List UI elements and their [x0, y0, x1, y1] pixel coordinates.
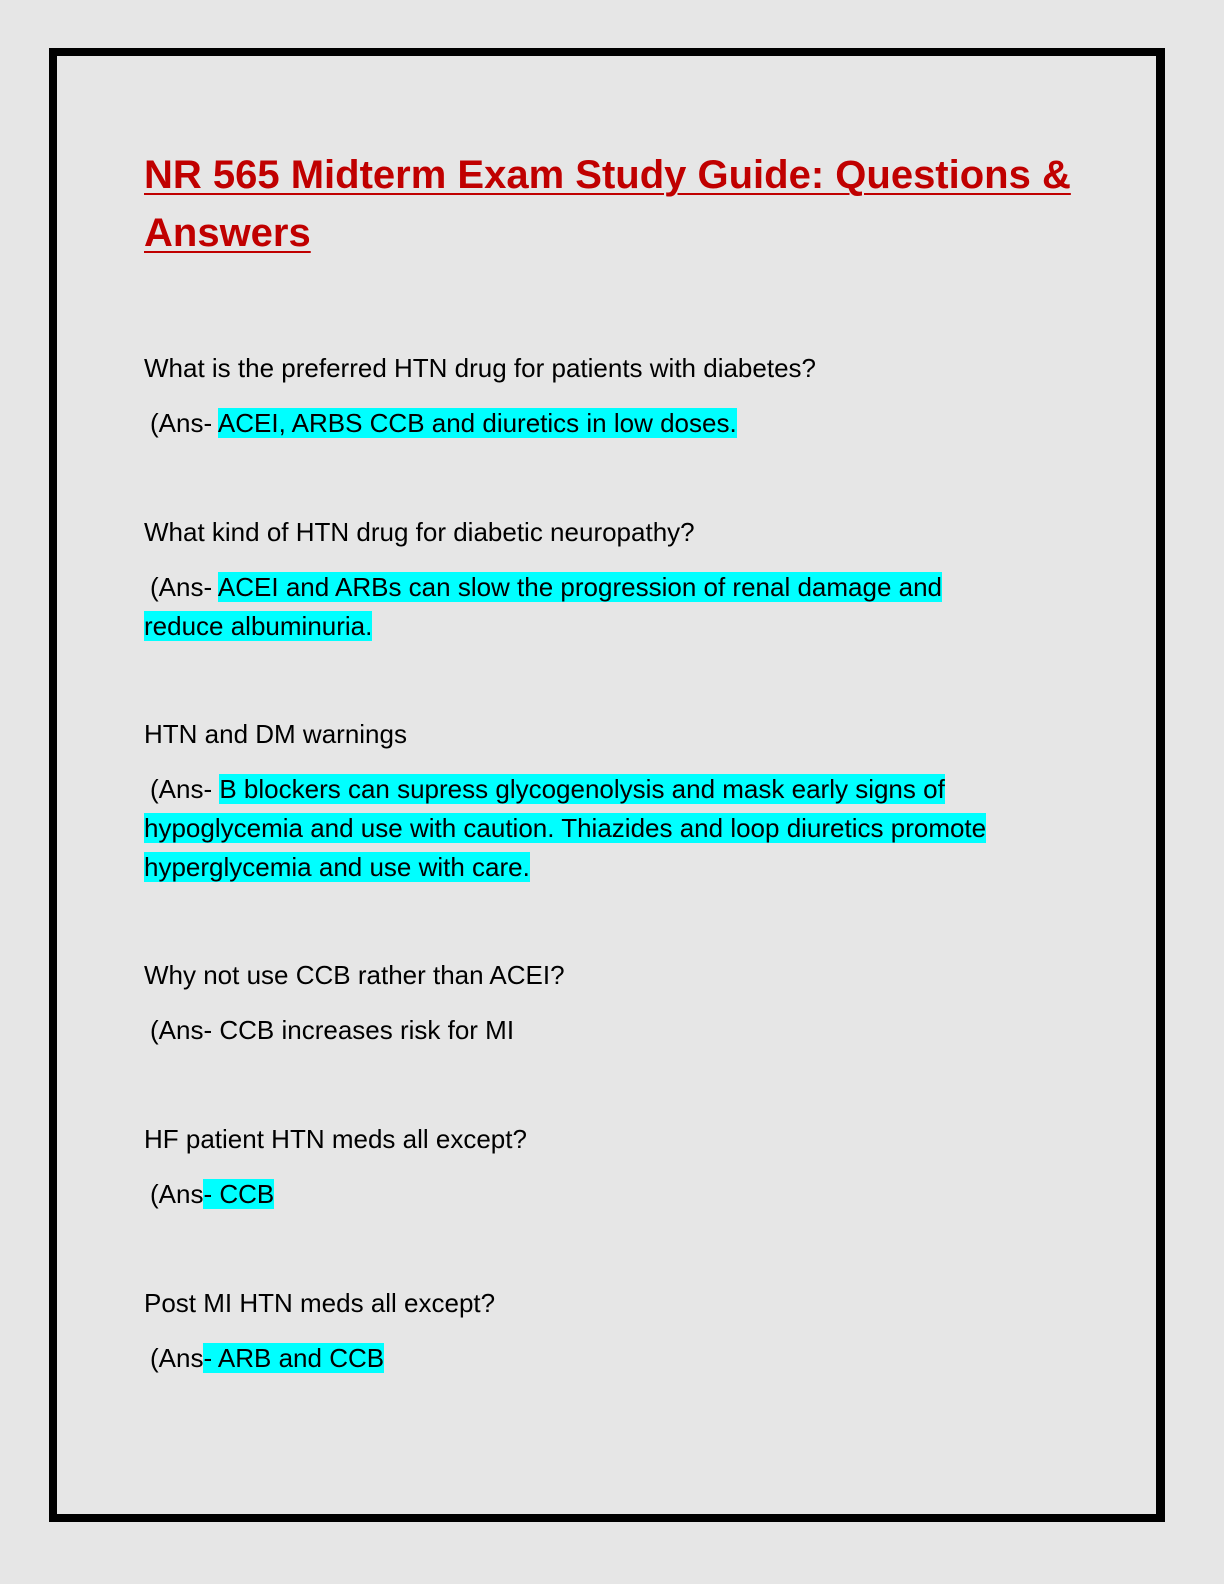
question-3: HTN and DM warnings [144, 719, 407, 749]
question-6: Post MI HTN meds all except? [144, 1288, 496, 1318]
answer-3-text: B blockers can supress glycogenolysis and mask early signs of hypoglycemia and use with caution. Thiazides and loop diuretics promote hyperglycemia and use with care. [144, 774, 987, 882]
answer-5-prefix: (Ans [150, 1179, 204, 1209]
answer-3-prefix: (Ans- [150, 774, 220, 804]
question-4: Why not use CCB rather than ACEI? [144, 960, 565, 990]
answer-1-text: ACEI, ARBS CCB and diuretics in low doses. [217, 408, 737, 438]
answer-4-prefix: (Ans- [150, 1015, 220, 1045]
answer-5 [144, 1175, 1024, 1214]
page-title: NR 565 Midterm Exam Study Guide: Questions & Answers [144, 153, 1071, 255]
answer-4-text: CCB increases risk for MI [219, 1015, 515, 1045]
question-2: What kind of HTN drug for diabetic neuropathy? [144, 517, 695, 547]
answer-3 [144, 770, 1024, 887]
answer-2 [144, 568, 1024, 646]
question-5: HF patient HTN meds all except? [144, 1124, 527, 1154]
answer-1 [144, 404, 1024, 443]
answer-5-text: - CCB [203, 1179, 275, 1209]
answer-2-text: ACEI and ARBs can slow the progression of renal damage and reduce albuminuria. [144, 572, 943, 641]
answer-6-text: - ARB and CCB [203, 1343, 385, 1373]
answer-4 [144, 1011, 1024, 1050]
question-1: What is the preferred HTN drug for patients with diabetes? [144, 353, 816, 383]
answer-6-prefix: (Ans [150, 1343, 204, 1373]
answer-6 [144, 1339, 1024, 1378]
answer-1-prefix: (Ans- [150, 408, 218, 438]
answer-2-prefix: (Ans- [150, 572, 218, 602]
